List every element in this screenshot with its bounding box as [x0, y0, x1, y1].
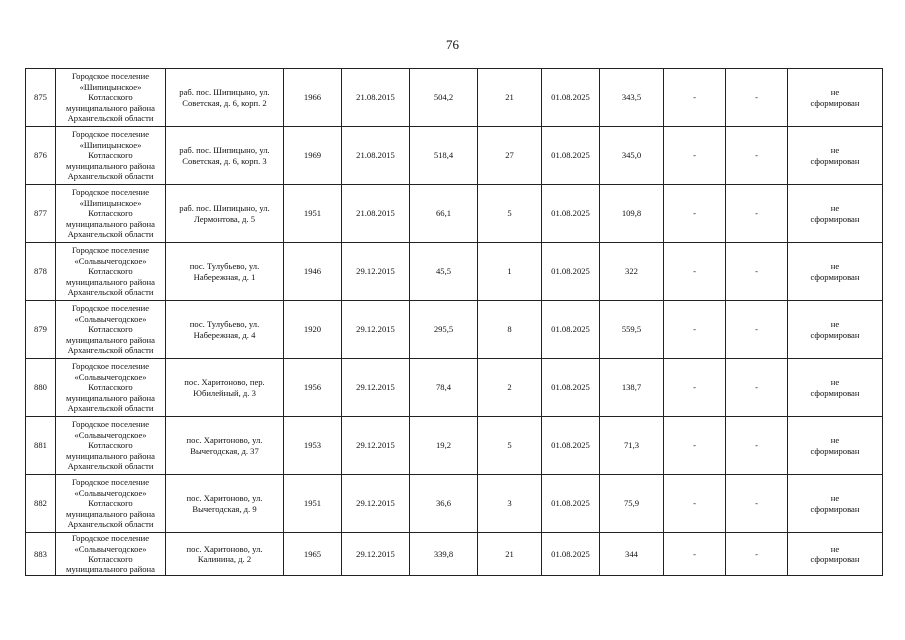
municipality: Городское поселение «Шипицынское» Котласского муниципального района Архангельской области: [56, 185, 166, 243]
residents-count: 5: [478, 417, 542, 475]
col-12: -: [726, 127, 788, 185]
build-year: 1956: [284, 359, 342, 417]
plan-status: не сформирован: [788, 533, 883, 576]
address: раб. пос. Шипицыно, ул. Советская, д. 6, корп. 3: [166, 127, 284, 185]
total-area: 339,8: [410, 533, 478, 576]
address: раб. пос. Шипицыно, ул. Советская, д. 6, корп. 2: [166, 69, 284, 127]
municipality: Городское поселение «Шипицынское» Котласского муниципального района Архангельской области: [56, 127, 166, 185]
table-row: [26, 127, 883, 185]
municipality: Городское поселение «Сольвычегодское» Котласского муниципального района Архангельской области: [56, 301, 166, 359]
resettlement-date: 01.08.2025: [542, 417, 600, 475]
col-11: -: [664, 301, 726, 359]
row-number: 880: [26, 359, 56, 417]
residents-count: 2: [478, 359, 542, 417]
table-row: [26, 475, 883, 533]
col-12: -: [726, 533, 788, 576]
residents-count: 27: [478, 127, 542, 185]
col-11: -: [664, 69, 726, 127]
total-area: 295,5: [410, 301, 478, 359]
resettled-area: 345,0: [600, 127, 664, 185]
col-12: -: [726, 69, 788, 127]
resettlement-date: 01.08.2025: [542, 533, 600, 576]
municipality: Городское поселение «Сольвычегодское» Котласского муниципального района Архангельской области: [56, 359, 166, 417]
row-number: 879: [26, 301, 56, 359]
build-year: 1969: [284, 127, 342, 185]
residents-count: 1: [478, 243, 542, 301]
municipality: Городское поселение «Сольвычегодское» Котласского муниципального района: [56, 533, 166, 576]
municipality: Городское поселение «Сольвычегодское» Котласского муниципального района Архангельской области: [56, 243, 166, 301]
col-11: -: [664, 185, 726, 243]
resettled-area: 559,5: [600, 301, 664, 359]
row-number: 877: [26, 185, 56, 243]
recognition-date: 29.12.2015: [342, 417, 410, 475]
plan-status: не сформирован: [788, 301, 883, 359]
col-11: -: [664, 359, 726, 417]
address: пос. Тулубьево, ул. Набережная, д. 1: [166, 243, 284, 301]
municipality: Городское поселение «Шипицынское» Котласского муниципального района Архангельской области: [56, 69, 166, 127]
col-11: -: [664, 417, 726, 475]
row-number: 881: [26, 417, 56, 475]
resettled-area: 343,5: [600, 69, 664, 127]
col-12: -: [726, 359, 788, 417]
table-row: [26, 243, 883, 301]
total-area: 45,5: [410, 243, 478, 301]
build-year: 1946: [284, 243, 342, 301]
table-row: [26, 359, 883, 417]
plan-status: не сформирован: [788, 475, 883, 533]
recognition-date: 21.08.2015: [342, 127, 410, 185]
address: раб. пос. Шипицыно, ул. Лермонтова, д. 5: [166, 185, 284, 243]
page-number: 76: [446, 37, 459, 52]
municipality: Городское поселение «Сольвычегодское» Котласского муниципального района Архангельской области: [56, 475, 166, 533]
resettled-area: 344: [600, 533, 664, 576]
col-11: -: [664, 533, 726, 576]
resettlement-date: 01.08.2025: [542, 69, 600, 127]
total-area: 66,1: [410, 185, 478, 243]
resettled-area: 322: [600, 243, 664, 301]
plan-status: не сформирован: [788, 185, 883, 243]
row-number: 875: [26, 69, 56, 127]
col-12: -: [726, 301, 788, 359]
resettled-area: 109,8: [600, 185, 664, 243]
col-11: -: [664, 475, 726, 533]
recognition-date: 29.12.2015: [342, 475, 410, 533]
col-11: -: [664, 127, 726, 185]
col-12: -: [726, 417, 788, 475]
build-year: 1920: [284, 301, 342, 359]
row-number: 882: [26, 475, 56, 533]
municipality: Городское поселение «Сольвычегодское» Котласского муниципального района Архангельской области: [56, 417, 166, 475]
address: пос. Тулубьево, ул. Набережная, д. 4: [166, 301, 284, 359]
table-row: [26, 417, 883, 475]
recognition-date: 21.08.2015: [342, 69, 410, 127]
col-12: -: [726, 185, 788, 243]
resettled-area: 138,7: [600, 359, 664, 417]
plan-status: не сформирован: [788, 69, 883, 127]
residents-count: 21: [478, 533, 542, 576]
build-year: 1951: [284, 185, 342, 243]
recognition-date: 29.12.2015: [342, 533, 410, 576]
col-12: -: [726, 475, 788, 533]
table-row: [26, 533, 883, 576]
residents-count: 8: [478, 301, 542, 359]
resettlement-date: 01.08.2025: [542, 185, 600, 243]
total-area: 518,4: [410, 127, 478, 185]
address: пос. Харитоново, ул. Вычегодская, д. 37: [166, 417, 284, 475]
total-area: 504,2: [410, 69, 478, 127]
col-11: -: [664, 243, 726, 301]
resettlement-date: 01.08.2025: [542, 301, 600, 359]
row-number: 883: [26, 533, 56, 576]
address: пос. Харитоново, пер. Юбилейный, д. 3: [166, 359, 284, 417]
resettlement-date: 01.08.2025: [542, 475, 600, 533]
build-year: 1953: [284, 417, 342, 475]
resettlement-date: 01.08.2025: [542, 243, 600, 301]
total-area: 19,2: [410, 417, 478, 475]
total-area: 78,4: [410, 359, 478, 417]
plan-status: не сформирован: [788, 359, 883, 417]
table-body: [26, 69, 883, 576]
address: пос. Харитоново, ул. Калинина, д. 2: [166, 533, 284, 576]
resettled-area: 75,9: [600, 475, 664, 533]
housing-table: [25, 68, 883, 576]
plan-status: не сформирован: [788, 417, 883, 475]
build-year: 1951: [284, 475, 342, 533]
resettled-area: 71,3: [600, 417, 664, 475]
recognition-date: 29.12.2015: [342, 243, 410, 301]
build-year: 1966: [284, 69, 342, 127]
table-row: [26, 301, 883, 359]
row-number: 876: [26, 127, 56, 185]
recognition-date: 29.12.2015: [342, 301, 410, 359]
table-row: [26, 185, 883, 243]
address: пос. Харитоново, ул. Вычегодская, д. 9: [166, 475, 284, 533]
row-number: 878: [26, 243, 56, 301]
build-year: 1965: [284, 533, 342, 576]
total-area: 36,6: [410, 475, 478, 533]
plan-status: не сформирован: [788, 243, 883, 301]
col-12: -: [726, 243, 788, 301]
plan-status: не сформирован: [788, 127, 883, 185]
residents-count: 21: [478, 69, 542, 127]
residents-count: 3: [478, 475, 542, 533]
recognition-date: 29.12.2015: [342, 359, 410, 417]
table-row: [26, 69, 883, 127]
recognition-date: 21.08.2015: [342, 185, 410, 243]
resettlement-date: 01.08.2025: [542, 359, 600, 417]
resettlement-date: 01.08.2025: [542, 127, 600, 185]
residents-count: 5: [478, 185, 542, 243]
